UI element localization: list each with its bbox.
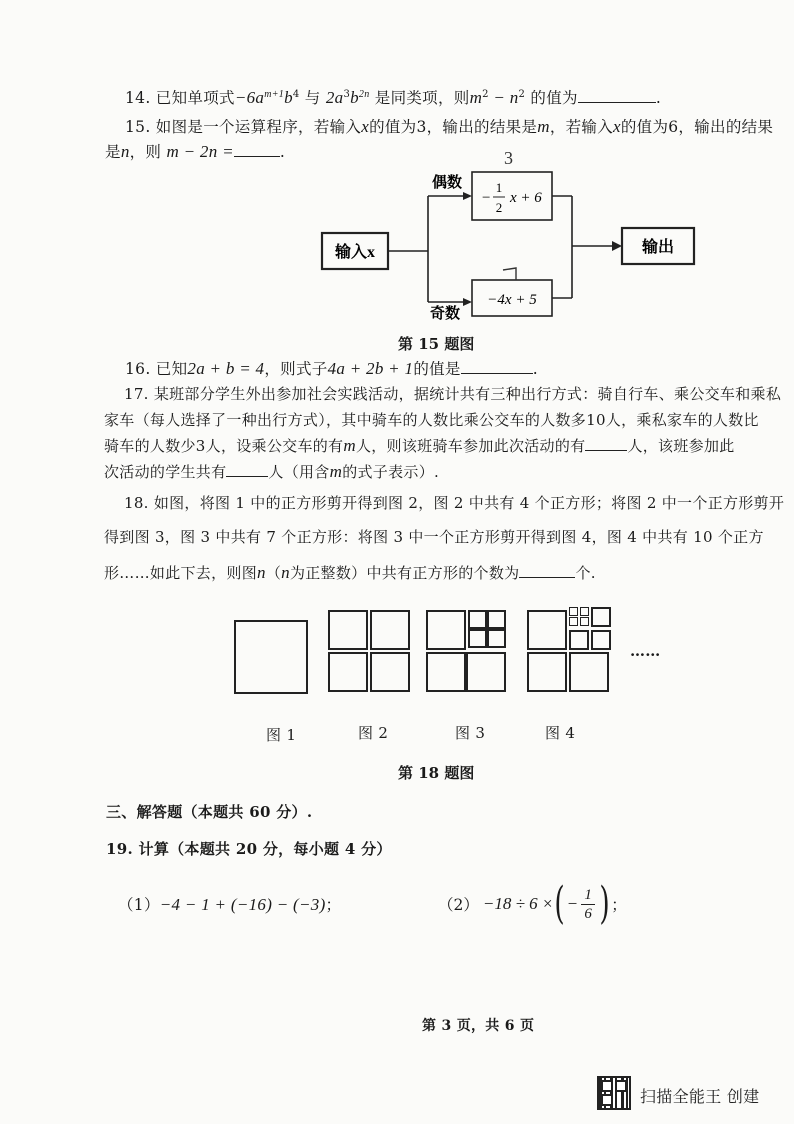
figure-15-caption: 第 15 题图	[398, 335, 475, 353]
flow-odd-label: 奇数	[430, 306, 461, 322]
question-14: 14. 已知单项式$-6a^{m+1}b^4$ 与 $2a^3b^{2n}$ 是同类项，则$m^2 - n^2$ 的值为 .	[125, 88, 662, 107]
question-17-line1: 17. 某班部分学生外出参加社会实践活动，据统计共有三种出行方式：骑自行车、乘公交车和乘私	[124, 385, 782, 403]
figure-4-small-2	[591, 607, 611, 627]
figure-4-small-3	[569, 630, 589, 650]
question-17-line3: 骑车的人数少3人，设乘公交车的有m人，则该班骑车参加此次活动的有 人，该班参加此	[104, 436, 735, 455]
figure-4-tiny-4	[580, 617, 589, 626]
figure-2-square-br	[370, 652, 410, 692]
question-19-title: 19. 计算（本题共 20 分，每小题 4 分）	[106, 840, 392, 858]
question-18-line1: 18. 如图，将图 1 中的正方形剪开得到图 2，图 2 中共有 4 个正方形；将图 2 中一个正方形剪开	[124, 494, 785, 512]
figures-ellipsis: ……	[630, 642, 661, 660]
flow-input-label: 输入x	[334, 244, 376, 261]
figure-label-4: 图 4	[545, 724, 576, 742]
section-3-title: 三、解答题（本题共 60 分）.	[106, 803, 313, 821]
flowchart-15	[300, 140, 720, 340]
figure-4-square-tl	[527, 610, 567, 650]
qr-code	[597, 1076, 631, 1110]
svg-text:2: 2	[495, 200, 503, 215]
page-number: 第 3 页，共 6 页	[422, 1018, 535, 1034]
figure-18-caption: 第 18 题图	[398, 764, 475, 782]
question-17-line4: 次活动的学生共有 人（用含m的式子表示）.	[104, 462, 440, 481]
figure-3-square-bl	[426, 652, 466, 692]
figure-3-small-2	[487, 610, 506, 629]
watermark-text: 扫描全能王 创建	[640, 1087, 760, 1106]
figure-label-2: 图 2	[358, 724, 389, 742]
question-15-line2: 是n，则 m − 2n = .	[105, 142, 286, 161]
figure-4-tiny-1	[569, 607, 578, 616]
svg-text:x + 6: x + 6	[510, 190, 542, 206]
figure-4-square-br	[569, 652, 609, 692]
figure-4-tiny-2	[580, 607, 589, 616]
figure-label-3: 图 3	[455, 724, 486, 742]
question-18-line2: 得到图 3，图 3 中共有 7 个正方形：将图 3 中一个正方形剪开得到图 4，图 4 中共有 10 个正方	[104, 528, 764, 546]
figure-3-small-4	[487, 629, 506, 648]
figure-2-square-bl	[328, 652, 368, 692]
svg-text:−: −	[482, 190, 491, 206]
question-19-part1: （1）−4 − 1 + (−16) − (−3)；	[118, 895, 342, 914]
handwritten-scribble	[503, 268, 516, 280]
question-19-part2: （2） −18 ÷ 6 × ( − 1 6 ) ；	[438, 878, 627, 929]
figure-2-square-tr	[370, 610, 410, 650]
question-17-line2: 家车（每人选择了一种出行方式），其中骑车的人数比乘公交车的人数多10人，乘私家车的人数比	[104, 411, 759, 429]
figure-3-square-tl	[426, 610, 466, 650]
flow-even-label: 偶数	[432, 175, 463, 191]
answer-blank-18[interactable]	[519, 562, 575, 578]
svg-text:1: 1	[495, 180, 503, 195]
question-18-line3: 形……如此下去，则图n（n为正整数）中共有正方形的个数为 个.	[104, 563, 596, 582]
answer-blank-16[interactable]	[461, 358, 533, 374]
answer-blank-14[interactable]	[578, 87, 656, 103]
figure-3-small-1	[468, 610, 487, 629]
answer-blank-17b[interactable]	[226, 461, 268, 477]
answer-blank-15[interactable]	[234, 141, 280, 157]
figure-label-1: 图 1	[266, 726, 297, 744]
answer-blank-17a[interactable]	[585, 435, 627, 451]
figure-4-square-bl	[527, 652, 567, 692]
question-15-line1: 15. 如图是一个运算程序，若输入x的值为3，输出的结果是m，若输入x的值为6，输出的结果	[125, 117, 774, 136]
svg-text:−4x + 5: −4x + 5	[487, 292, 537, 308]
figure-4-tiny-3	[569, 617, 578, 626]
question-16: 16. 已知2a + b = 4，则式子4a + 2b + 1的值是 .	[125, 359, 538, 378]
handwritten-mark: 3	[504, 148, 513, 168]
flow-output-label: 输出	[641, 239, 675, 256]
figure-2-square-tl	[328, 610, 368, 650]
figure-1-square	[234, 620, 308, 694]
figure-3-square-br	[466, 652, 506, 692]
figure-3-small-3	[468, 629, 487, 648]
figure-4-small-4	[591, 630, 611, 650]
